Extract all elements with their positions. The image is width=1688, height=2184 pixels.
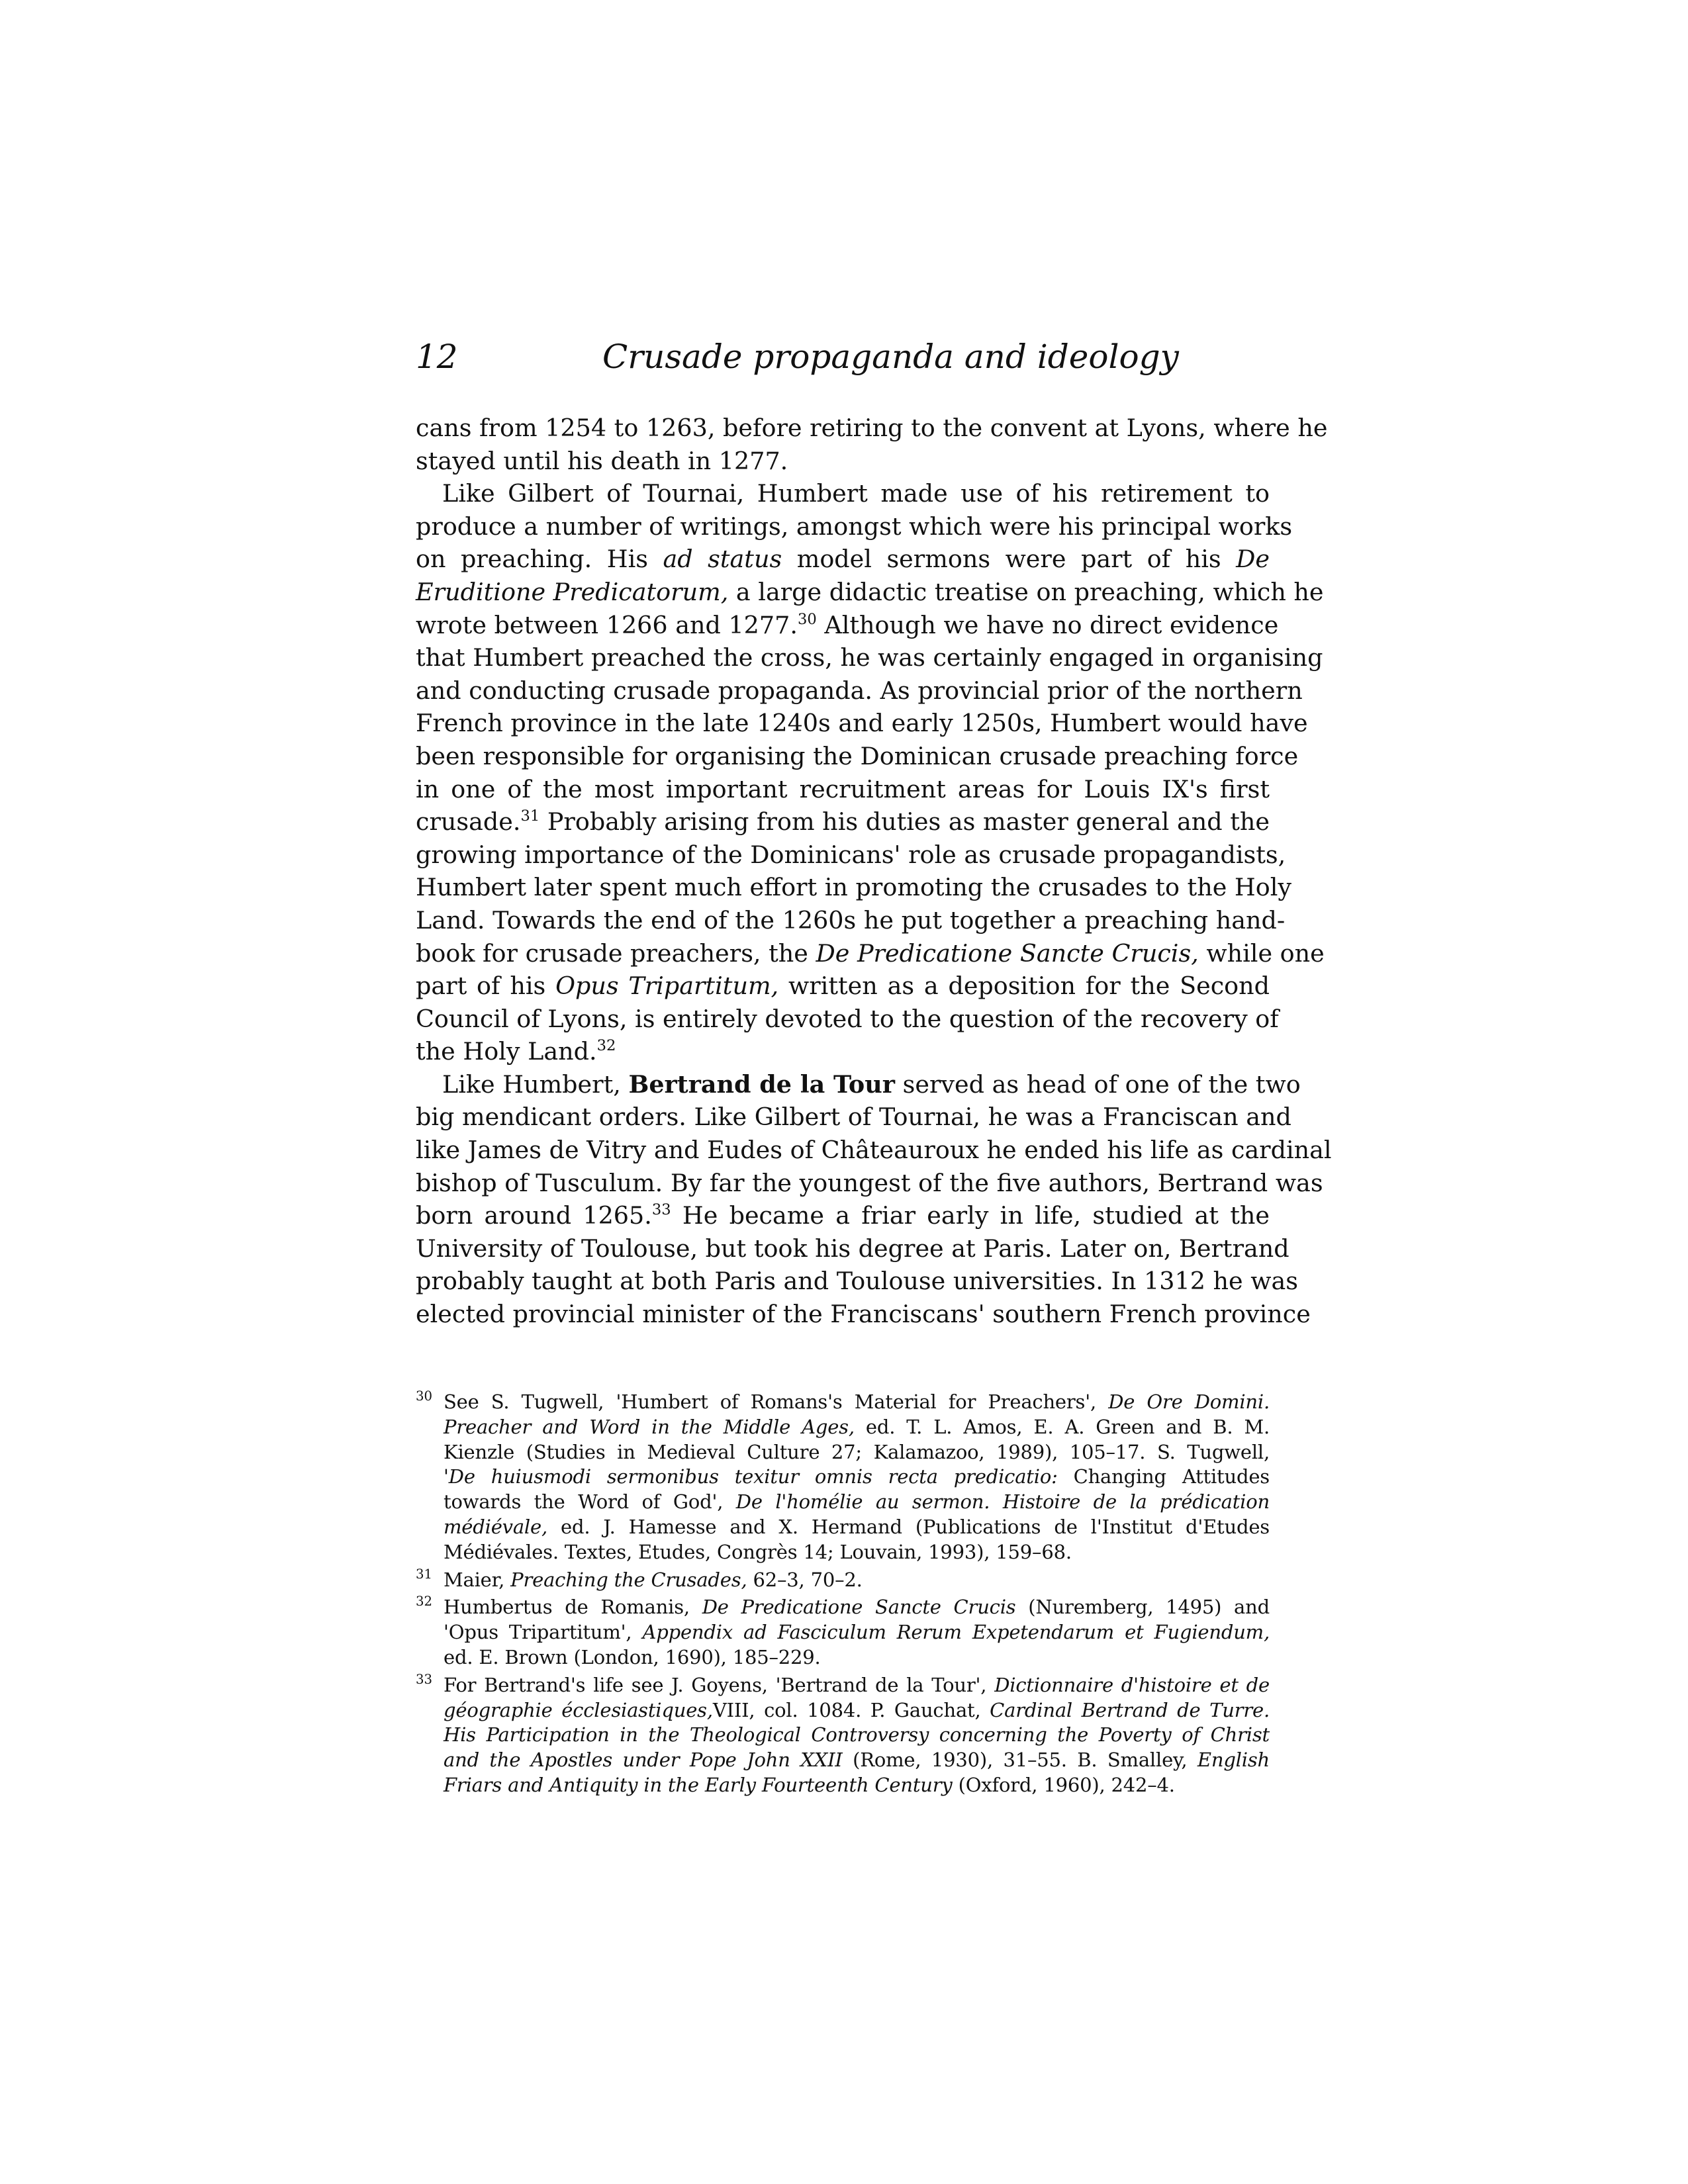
text-line: Humbert later spent much effort in promoting the crusades to the Holy (416, 873, 1292, 902)
footnote-ref-32[interactable]: 32 (596, 1037, 616, 1055)
text-line: bishop of Tusculum. By far the youngest of the five authors, Bertrand was (416, 1168, 1323, 1197)
running-title: Crusade propaganda and ideology (602, 338, 1179, 376)
text-line: Council of Lyons, is entirely devoted to the question of the recovery of (416, 1004, 1279, 1033)
text-line: book for crusade preachers, the De Predicatione Sancte Crucis, while one (416, 938, 1325, 968)
footnote-number: 31 (416, 1566, 433, 1582)
text-line: cans from 1254 to 1263, before retiring to the convent at Lyons, where he (416, 414, 1328, 442)
text-line: wrote between 1266 and 1277.30 Although we have no direct evidence (416, 610, 1279, 639)
text-line: Like Humbert, Bertrand de la Tour served as head of one of the two (442, 1069, 1301, 1099)
italic-title: De Predicatione Sancte Crucis, (816, 938, 1199, 968)
paragraph-3 (416, 1068, 1332, 1331)
text-line: growing importance of the Dominicans' role as crusade propagandists, (416, 840, 1286, 869)
footnote-31 (416, 1568, 1270, 1593)
text-line: produce a number of writings, amongst which were his principal works (416, 512, 1293, 541)
page-number: 12 (416, 338, 458, 376)
text-line: University of Toulouse, but took his degree at Paris. Later on, Bertrand (416, 1234, 1289, 1263)
body-text (416, 412, 1332, 1331)
footnote-line: Médiévales. Textes, Etudes, Congrès 14; Louvain, 1993), 159–68. (444, 1540, 1072, 1563)
footnote-line: géographie écclesiastiques,VIII, col. 1084. P. Gauchat, Cardinal Bertrand de Turre. (444, 1698, 1270, 1721)
text-line: French province in the late 1240s and early 1250s, Humbert would have (416, 709, 1308, 738)
footnote-number: 33 (416, 1671, 433, 1687)
text-line: been responsible for organising the Dominican crusade preaching force (416, 741, 1299, 770)
footnote-line: 'Opus Tripartitum', Appendix ad Fasciculum Rerum Expetendarum et Fugiendum, (444, 1621, 1270, 1644)
footnote-line: Maier, Preaching the Crusades, 62–3, 70–2. (444, 1568, 863, 1591)
text-line: on preaching. His ad status model sermons were part of his De (416, 545, 1270, 574)
footnote-line: For Bertrand's life see J. Goyens, 'Bertrand de la Tour', Dictionnaire d'histoire et de (444, 1673, 1270, 1696)
footnote-33 (416, 1673, 1270, 1798)
footnote-line: 'De huiusmodi sermonibus texitur omnis recta predicatio: Changing Attitudes (444, 1465, 1270, 1488)
footnote-ref-33[interactable]: 33 (651, 1201, 671, 1219)
footnote-line: Friars and Antiquity in the Early Fourteenth Century (Oxford, 1960), 242–4. (444, 1773, 1175, 1796)
footnote-line: towards the Word of God', De l'homélie au sermon. Histoire de la prédication (444, 1490, 1270, 1514)
footnote-line: His Participation in the Theological Controversy concerning the Poverty of Christ (444, 1723, 1270, 1747)
italic-title: Eruditione Predicatorum, (416, 577, 729, 606)
text-line: like James de Vitry and Eudes of Châteauroux he ended his life as cardinal (416, 1136, 1332, 1165)
text-line: in one of the most important recruitment areas for Louis IX's first (416, 774, 1270, 803)
text-line: stayed until his death in 1277. (416, 446, 788, 475)
italic-title: De (1236, 545, 1270, 574)
text-line: that Humbert preached the cross, he was certainly engaged in organising (416, 643, 1323, 672)
italic-title: Opus Tripartitum, (555, 972, 779, 1001)
text-line: born around 1265.33 He became a friar early in life, studied at the (416, 1201, 1270, 1230)
text-line: the Holy Land.$^{32}$ (416, 1037, 616, 1066)
footnotes (416, 1390, 1270, 1801)
text-line: Land. Towards the end of the 1260s he put together a preaching hand- (416, 905, 1286, 934)
text-line: crusade.$^{31}$ Probably arising from his duties as master general and the (416, 807, 1270, 837)
footnote-30 (416, 1390, 1270, 1565)
footnote-line: ed. E. Brown (London, 1690), 185–229. (444, 1645, 821, 1668)
text-line: part of his Opus Tripartitum, written as a deposition for the Second (416, 972, 1270, 1001)
footnote-line: médiévale, ed. J. Hamesse and X. Hermand (Publications de l'Institut d'Etudes (444, 1515, 1270, 1538)
text-line: probably taught at both Paris and Toulouse universities. In 1312 he was (416, 1267, 1298, 1296)
footnote-number: 30 (416, 1388, 433, 1404)
footnote-number: 32 (416, 1594, 433, 1610)
text-line: Like Gilbert of Tournai, Humbert made use of his retirement to (442, 479, 1270, 508)
footnote-ref-31[interactable]: 31 (520, 807, 540, 825)
paragraph-2 (416, 477, 1325, 1068)
footnote-line: Kienzle (Studies in Medieval Culture 27; Kalamazoo, 1989), 105–17. S. Tugwell, (444, 1440, 1270, 1463)
footnote-line: Preacher and Word in the Middle Ages, ed. T. L. Amos, E. A. Green and B. M. (444, 1415, 1270, 1438)
running-header (416, 338, 1270, 390)
paragraph-1 (416, 412, 1328, 477)
bold-name: Bertrand de la Tour (628, 1069, 896, 1099)
text-line: elected provincial minister of the Franciscans' southern French province (416, 1300, 1311, 1329)
text-line: and conducting crusade propaganda. As provincial prior of the northern (416, 676, 1303, 705)
text-line: big mendicant orders. Like Gilbert of Tournai, he was a Franciscan and (416, 1103, 1291, 1132)
footnote-line: and the Apostles under Pope John XXII (Rome, 1930), 31–55. B. Smalley, English (444, 1749, 1270, 1772)
footnote-line: See S. Tugwell, 'Humbert of Romans's Material for Preachers', De Ore Domini. (444, 1390, 1270, 1413)
text-line: Eruditione Predicatorum, a large didactic treatise on preaching, which he (416, 577, 1324, 606)
italic-term: ad status (663, 545, 782, 574)
footnote-ref-30[interactable]: 30 (797, 610, 817, 628)
footnote-line: Humbertus de Romanis, De Predicatione Sancte Crucis (Nuremberg, 1495) and (444, 1596, 1270, 1619)
footnote-32 (416, 1595, 1270, 1670)
